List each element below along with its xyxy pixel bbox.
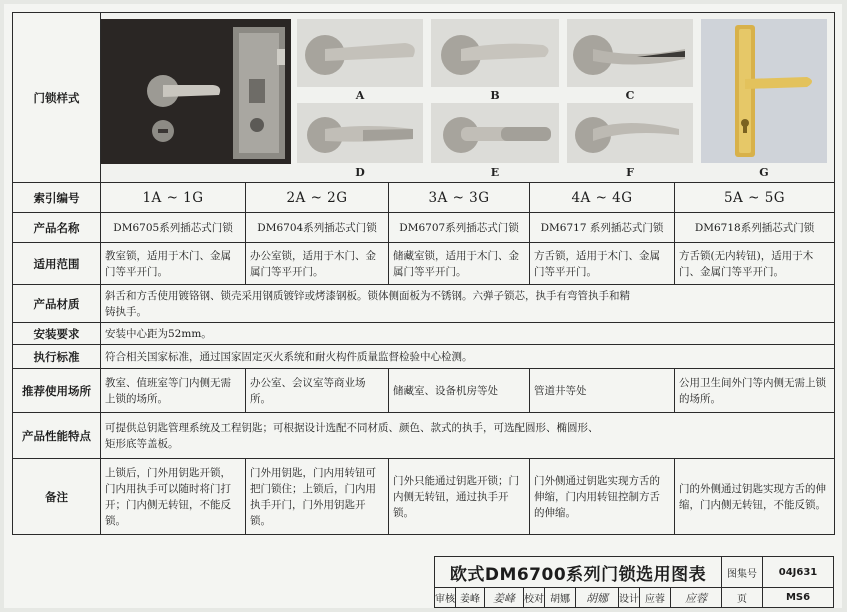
note-4: 门外侧通过钥匙实现方舌的伸缩，门内用转钮控制方舌的伸缩。 [530, 459, 675, 535]
designer-signature: 应蓉 [670, 587, 722, 608]
index-code-1: 1A ~ 1G [101, 183, 246, 213]
review-label: 审核 [434, 587, 456, 608]
reviewer-signature: 姜峰 [484, 587, 524, 608]
features-text: 可提供总钥匙管理系统及工程钥匙；可根据设计选配不同材质、颜色、款式的执手，可选配圆形、椭圆形、矩形底等盖板。 [101, 413, 835, 459]
product-name-1: DM6705系列插芯式门锁 [101, 213, 246, 243]
scope-4: 方舌锁，适用于木门、金属门等平开门。 [530, 243, 675, 285]
place-1: 教室、值班室等门内侧无需上锁的场所。 [101, 369, 246, 413]
index-code-4: 4A ~ 4G [530, 183, 675, 213]
standard-row [13, 345, 835, 369]
lock-body-photo [101, 19, 291, 164]
row-label-material: 产品材质 [13, 285, 101, 323]
handle-photo-d [297, 103, 423, 163]
row-label-index: 索引编号 [13, 183, 101, 213]
install-text: 安装中心距为52mm。 [101, 323, 835, 345]
scope-5: 方舌锁(无内转钮)，适用于木门、金属门等平开门。 [675, 243, 835, 285]
lever-handle-c-icon [567, 19, 693, 87]
handle-photo-c [567, 19, 693, 87]
check-label: 校对 [523, 587, 545, 608]
product-name-row [13, 213, 835, 243]
place-3: 储藏室、设备机房等处 [389, 369, 530, 413]
page-number: MS6 [762, 587, 834, 608]
caption-f: F [626, 165, 634, 179]
title-block [434, 556, 834, 608]
places-row [13, 369, 835, 413]
row-label-places: 推荐使用场所 [13, 369, 101, 413]
scope-3: 储藏室锁，适用于木门、金属门等平开门。 [389, 243, 530, 285]
lever-handle-b-icon [431, 19, 559, 87]
checker-name: 胡娜 [544, 587, 576, 608]
material-row [13, 285, 835, 323]
standard-text: 符合相关国家标准，通过国家固定灭火系统和耐火构件质量监督检验中心检测。 [101, 345, 835, 369]
row-label-install: 安装要求 [13, 323, 101, 345]
checker-signature: 胡娜 [575, 587, 619, 608]
handle-photo-b [431, 19, 559, 87]
caption-a: A [355, 88, 365, 102]
lock-body-illustration [101, 19, 291, 164]
lever-handle-f-icon [567, 103, 693, 163]
designer-name: 应蓉 [639, 587, 671, 608]
lever-handle-d-icon [297, 103, 423, 163]
reviewer-name: 姜峰 [455, 587, 485, 608]
lock-selection-table [12, 12, 835, 535]
index-code-2: 2A ~ 2G [246, 183, 389, 213]
handle-photo-g [701, 19, 827, 163]
atlas-number-label: 图集号 [721, 556, 763, 588]
caption-g: G [759, 165, 769, 179]
place-5: 公用卫生间外门等内侧无需上锁的场所。 [675, 369, 835, 413]
row-label-style: 门锁样式 [13, 13, 101, 183]
row-label-notes: 备注 [13, 459, 101, 535]
product-name-5: DM6718系列插芯式门锁 [675, 213, 835, 243]
note-2: 门外用钥匙，门内用转钮可把门锁住；上锁后，门内用执手开门，门外用钥匙开锁。 [246, 459, 389, 535]
material-text: 斜舌和方舌使用镀铬钢、锁壳采用钢质镀锌或烤漆钢板。锁体侧面板为不锈钢。六弹子锁芯，执手有弯管执手和精铸执手。 [101, 285, 835, 323]
note-1: 上锁后，门外用钥匙开锁，门内用执手可以随时将门打开；门内侧无转钮，不能反锁。 [101, 459, 246, 535]
row-label-features: 产品性能特点 [13, 413, 101, 459]
caption-b: B [490, 88, 500, 102]
scope-row [13, 243, 835, 285]
lever-handle-a-icon [297, 19, 423, 87]
lock-photo-panel [101, 13, 835, 183]
scope-1: 教室锁，适用于木门、金属门等平开门。 [101, 243, 246, 285]
design-label: 设计 [618, 587, 640, 608]
note-5: 门的外侧通过钥匙实现方舌的伸缩，门内侧无转钮，不能反锁。 [675, 459, 835, 535]
drawing-sheet [4, 4, 842, 608]
handle-photo-a [297, 19, 423, 87]
notes-row [13, 459, 835, 535]
product-name-2: DM6704系列插芯式门锁 [246, 213, 389, 243]
row-label-scope: 适用范围 [13, 243, 101, 285]
place-2: 办公室、会议室等商业场所。 [246, 369, 389, 413]
caption-e: E [490, 165, 500, 179]
product-name-4: DM6717 系列插芯式门锁 [530, 213, 675, 243]
features-row [13, 413, 835, 459]
product-name-3: DM6707系列插芯式门锁 [389, 213, 530, 243]
scope-2: 办公室锁，适用于木门、金属门等平开门。 [246, 243, 389, 285]
caption-d: D [355, 165, 365, 179]
caption-c: C [625, 88, 635, 102]
handle-photo-e [431, 103, 559, 163]
index-code-3: 3A ~ 3G [389, 183, 530, 213]
index-row [13, 183, 835, 213]
lever-handle-e-icon [431, 103, 559, 163]
page-label: 页 [721, 587, 763, 608]
install-row [13, 323, 835, 345]
lock-style-row [13, 13, 835, 183]
row-label-name: 产品名称 [13, 213, 101, 243]
note-3: 门外只能通过钥匙开锁；门内侧无转钮，通过执手开锁。 [389, 459, 530, 535]
index-code-5: 5A ~ 5G [675, 183, 835, 213]
row-label-standard: 执行标准 [13, 345, 101, 369]
handle-photo-f [567, 103, 693, 163]
atlas-number: 04J631 [762, 556, 834, 588]
drawing-title: 欧式DM6700系列门锁选用图表 [434, 556, 722, 588]
place-4: 管道井等处 [530, 369, 675, 413]
brass-plate-lock-icon [701, 19, 827, 163]
